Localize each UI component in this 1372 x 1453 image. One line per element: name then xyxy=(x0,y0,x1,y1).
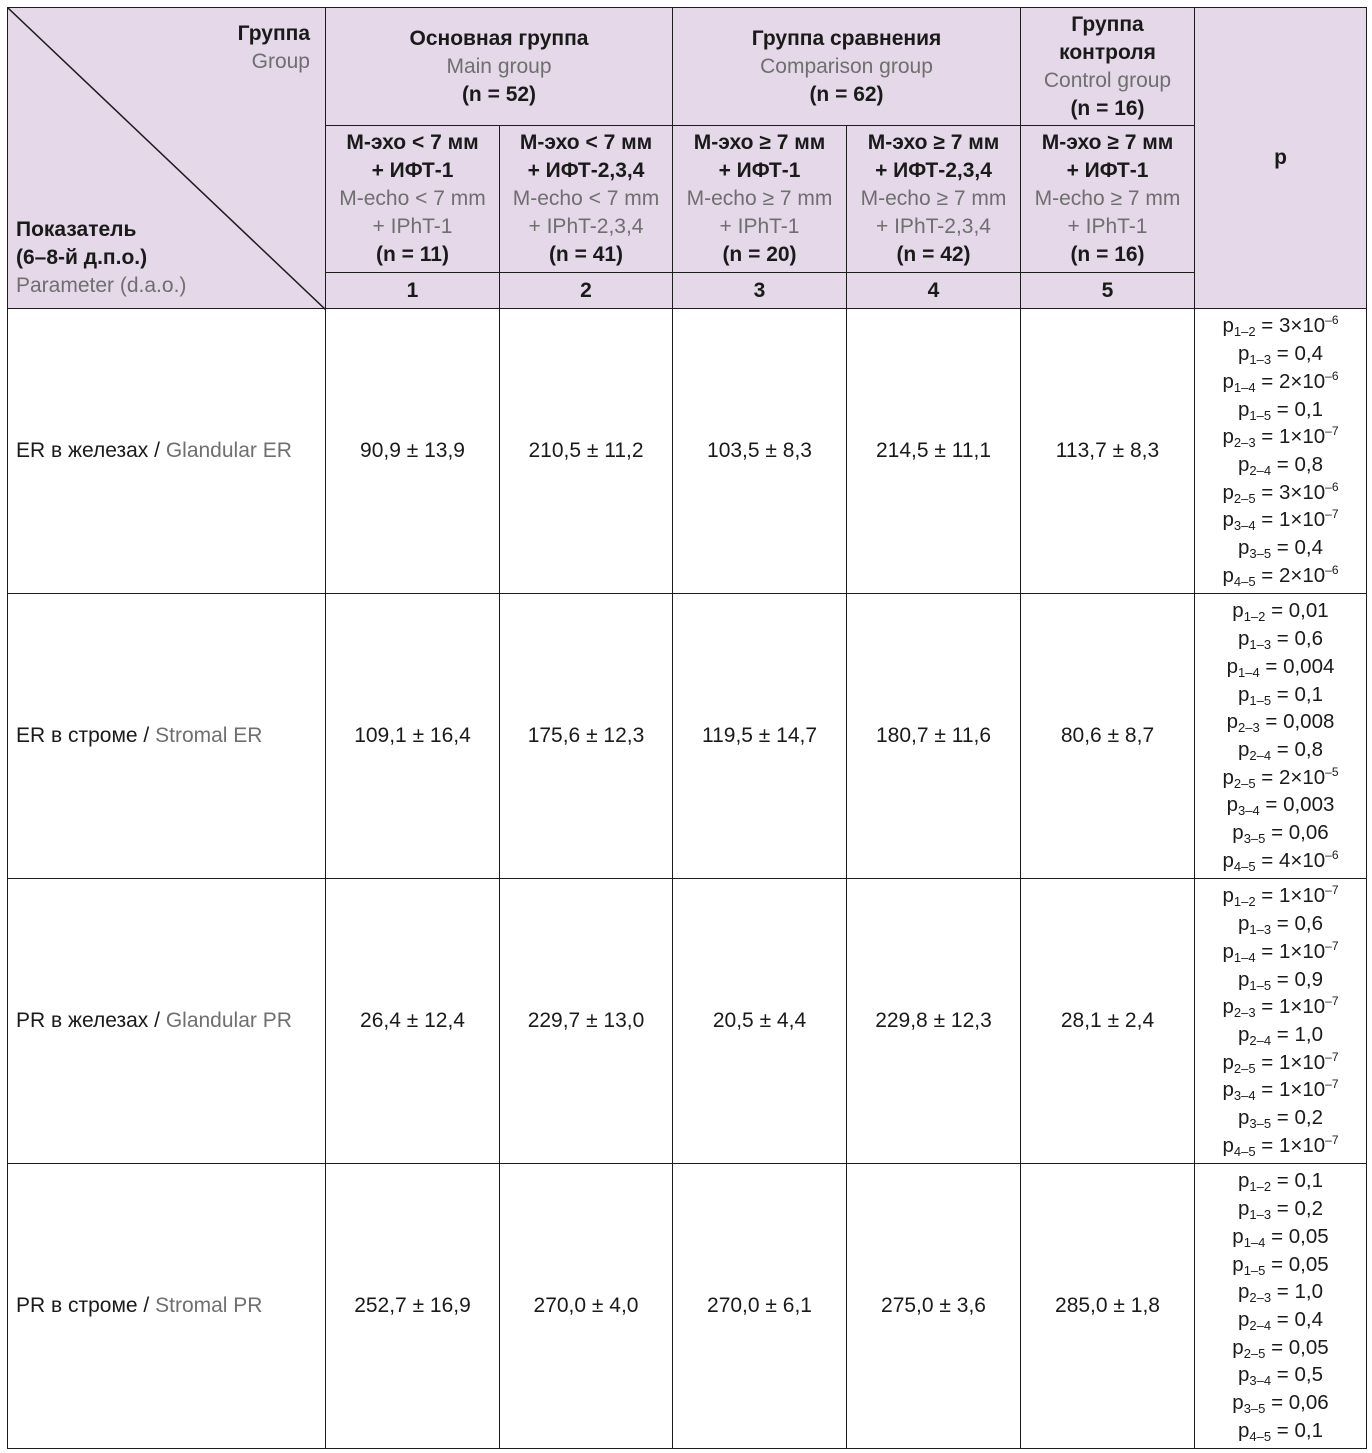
value-cell: 175,6 ± 12,3 xyxy=(500,594,673,879)
parameter-cell: PR в строме / Stromal PR xyxy=(8,1164,326,1449)
corner-parameter-label: Показатель (6–8-й д.п.о.) Parameter (d.a.o.) xyxy=(16,218,187,297)
p-value-line: $p_{1-4} = 1\times 10^{-7}$ xyxy=(1222,938,1339,965)
p-value-line: $p_{3-4} = 1\times 10^{-7}$ xyxy=(1222,507,1339,534)
p-value-line: $p_{1-4} = 2\times 10^{-6}$ xyxy=(1222,368,1339,395)
p-value-line: $p_{4-5} = 4\times 10^{-6}$ xyxy=(1222,847,1339,874)
p-value-line: $p_{1-5} = 0,1$ xyxy=(1238,682,1323,708)
p-value-line: $p_{1-5} = 0,05$ xyxy=(1232,1252,1329,1278)
value-cell: 275,0 ± 3,6 xyxy=(847,1164,1021,1449)
parameter-cell: ER в железах / Glandular ER xyxy=(8,309,326,594)
value-cell: 20,5 ± 4,4 xyxy=(673,879,847,1164)
p-value-line: $p_{3-4} = 0,003$ xyxy=(1226,793,1335,819)
p-value-line: $p_{3-4} = 0,5$ xyxy=(1238,1363,1323,1389)
p-value-line: $p_{1-5} = 0,9$ xyxy=(1238,967,1323,993)
p-value-line: $p_{3-4} = 1\times 10^{-7}$ xyxy=(1222,1077,1339,1104)
data-table xyxy=(7,7,1367,1449)
p-value-line: $p_{4-5} = 2\times 10^{-6}$ xyxy=(1222,562,1339,589)
p-value-line: $p_{2-4} = 0,4$ xyxy=(1238,1308,1323,1333)
p-value-line: $p_{1-3} = 0,4$ xyxy=(1238,342,1323,368)
column-number-3: 3 xyxy=(673,273,847,309)
p-header: p xyxy=(1195,8,1367,309)
column-number-5: 5 xyxy=(1021,273,1195,309)
p-value-line: $p_{1-5} = 0,1$ xyxy=(1238,397,1323,423)
p-value-line: $p_{2-3} = 0,008$ xyxy=(1226,710,1335,736)
p-value-line: $p_{1-3} = 0,2$ xyxy=(1238,1197,1323,1223)
value-cell: 28,1 ± 2,4 xyxy=(1021,879,1195,1164)
value-cell: 109,1 ± 16,4 xyxy=(326,594,500,879)
value-cell: 229,7 ± 13,0 xyxy=(500,879,673,1164)
column-number-4: 4 xyxy=(847,273,1021,309)
p-value-line: $p_{2-4} = 1,0$ xyxy=(1238,1023,1323,1048)
table-row xyxy=(8,594,1367,879)
column-number-2: 2 xyxy=(500,273,673,309)
p-value-line: $p_{2-4} = 0,8$ xyxy=(1238,738,1323,763)
p-value-line: $p_{1-2} = 0,1$ xyxy=(1238,1169,1323,1195)
column-number-1: 1 xyxy=(326,273,500,309)
subgroup-header-4: М-эхо ≥ 7 мм + ИФТ-2,3,4 M-echo ≥ 7 mm + IPhT-2,3,4 (n = 42) xyxy=(847,126,1021,273)
p-values-cell xyxy=(1195,879,1367,1164)
p-value-line: $p_{1-2} = 3\times 10^{-6}$ xyxy=(1222,313,1339,340)
p-value-line: $p_{1-3} = 0,6$ xyxy=(1238,912,1323,938)
table-row xyxy=(8,879,1367,1164)
p-value-line: $p_{2-5} = 1\times 10^{-7}$ xyxy=(1222,1049,1339,1076)
p-value-line: $p_{3-5} = 0,2$ xyxy=(1238,1106,1323,1132)
subgroup-header-3: М-эхо ≥ 7 мм + ИФТ-1 M-echo ≥ 7 mm + IPhT-1 (n = 20) xyxy=(673,126,847,273)
main-group-header: Основная группа Main group (n = 52) xyxy=(326,8,673,126)
parameter-cell: PR в железах / Glandular PR xyxy=(8,879,326,1164)
p-value-line: $p_{1-2} = 0,01$ xyxy=(1232,599,1329,625)
corner-group-label: Группа Group xyxy=(237,22,310,73)
subgroup-header-1: М-эхо < 7 мм + ИФТ-1 M-echo < 7 mm + IPhT-1 (n = 11) xyxy=(326,126,500,273)
parameter-cell: ER в строме / Stromal ER xyxy=(8,594,326,879)
value-cell: 80,6 ± 8,7 xyxy=(1021,594,1195,879)
p-value-line: $p_{2-3} = 1\times 10^{-7}$ xyxy=(1222,424,1339,451)
p-value-line: $p_{2-3} = 1,0$ xyxy=(1238,1280,1323,1306)
table-row xyxy=(8,1164,1367,1449)
value-cell: 210,5 ± 11,2 xyxy=(500,309,673,594)
p-value-line: $p_{1-3} = 0,6$ xyxy=(1238,627,1323,653)
value-cell: 119,5 ± 14,7 xyxy=(673,594,847,879)
p-values-cell xyxy=(1195,1164,1367,1449)
subgroup-header-2: М-эхо < 7 мм + ИФТ-2,3,4 M-echo < 7 mm + IPhT-2,3,4 (n = 41) xyxy=(500,126,673,273)
p-value-line: $p_{4-5} = 0,1$ xyxy=(1238,1418,1323,1444)
p-values-cell xyxy=(1195,594,1367,879)
p-values-cell xyxy=(1195,309,1367,594)
p-value-line: $p_{2-3} = 1\times 10^{-7}$ xyxy=(1222,994,1339,1021)
subgroup-header-5: М-эхо ≥ 7 мм + ИФТ-1 M-echo ≥ 7 mm + IPhT-1 (n = 16) xyxy=(1021,126,1195,273)
p-value-line: $p_{2-5} = 2\times 10^{-5}$ xyxy=(1222,764,1339,791)
value-cell: 180,7 ± 11,6 xyxy=(847,594,1021,879)
value-cell: 214,5 ± 11,1 xyxy=(847,309,1021,594)
p-value-line: $p_{3-5} = 0,06$ xyxy=(1232,821,1329,847)
p-value-line: $p_{3-5} = 0,06$ xyxy=(1232,1391,1329,1417)
value-cell: 285,0 ± 1,8 xyxy=(1021,1164,1195,1449)
value-cell: 90,9 ± 13,9 xyxy=(326,309,500,594)
p-value-line: $p_{4-5} = 1\times 10^{-7}$ xyxy=(1222,1132,1339,1159)
p-value-line: $p_{1-2} = 1\times 10^{-7}$ xyxy=(1222,883,1339,910)
value-cell: 229,8 ± 12,3 xyxy=(847,879,1021,1164)
p-value-line: $p_{2-5} = 0,05$ xyxy=(1232,1335,1329,1361)
p-value-line: $p_{1-4} = 0,004$ xyxy=(1226,654,1335,680)
corner-header-cell xyxy=(8,8,326,309)
comparison-group-header: Группа сравнения Comparison group (n = 62) xyxy=(673,8,1021,126)
value-cell: 252,7 ± 16,9 xyxy=(326,1164,500,1449)
value-cell: 113,7 ± 8,3 xyxy=(1021,309,1195,594)
p-value-line: $p_{2-4} = 0,8$ xyxy=(1238,453,1323,478)
p-value-line: $p_{1-4} = 0,05$ xyxy=(1232,1224,1329,1250)
p-value-line: $p_{2-5} = 3\times 10^{-6}$ xyxy=(1222,479,1339,506)
value-cell: 26,4 ± 12,4 xyxy=(326,879,500,1164)
control-group-header: Группа контроля Control group (n = 16) xyxy=(1021,8,1195,126)
value-cell: 103,5 ± 8,3 xyxy=(673,309,847,594)
value-cell: 270,0 ± 4,0 xyxy=(500,1164,673,1449)
table-row xyxy=(8,309,1367,594)
p-value-line: $p_{3-5} = 0,4$ xyxy=(1238,536,1323,562)
value-cell: 270,0 ± 6,1 xyxy=(673,1164,847,1449)
